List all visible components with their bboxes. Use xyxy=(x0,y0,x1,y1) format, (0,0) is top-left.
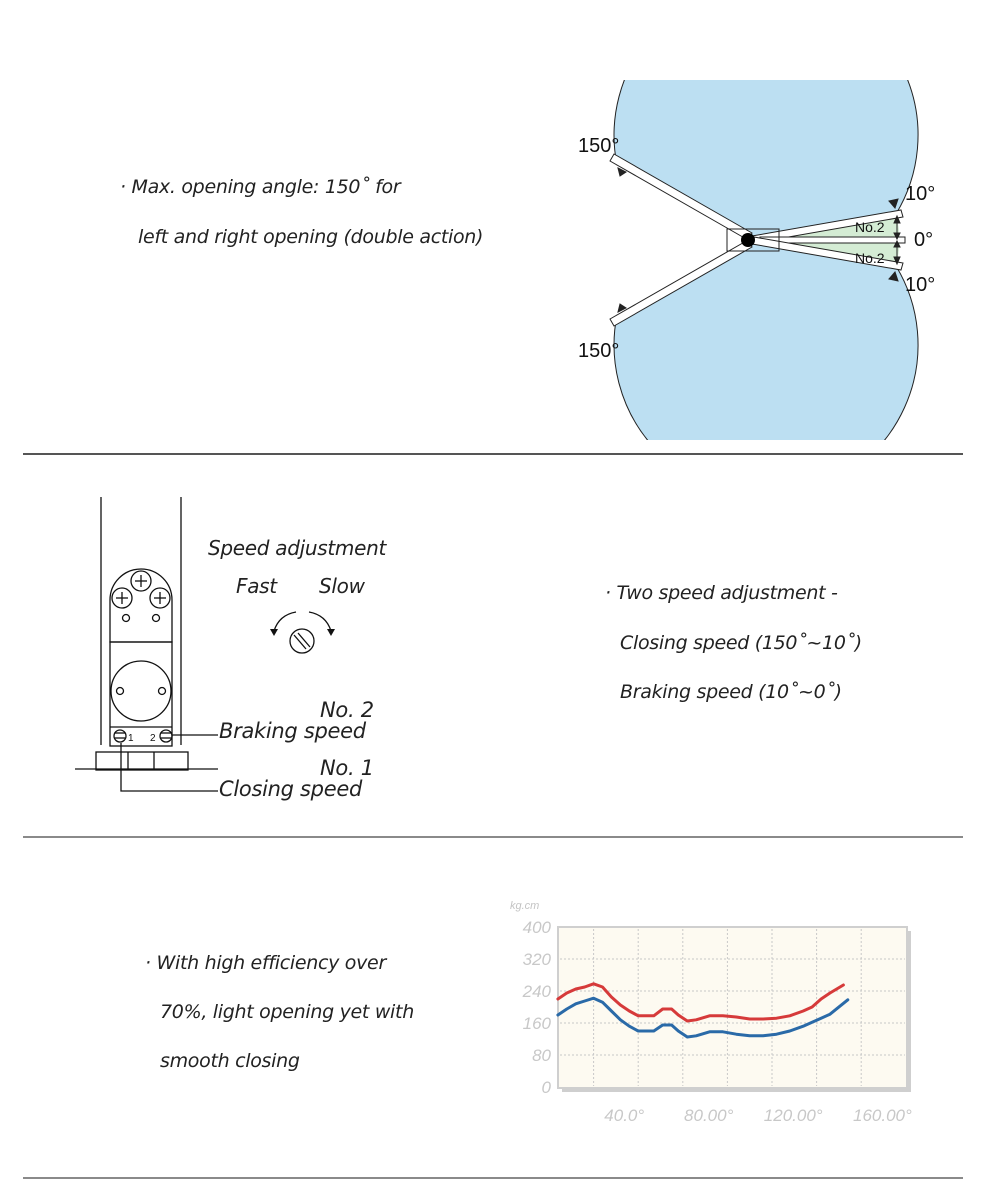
braking-speed-label: Braking speed xyxy=(219,719,366,743)
torque-chart xyxy=(490,890,950,1140)
y-tick-label: 0 xyxy=(541,1078,551,1097)
label-no2-lower: No.2 xyxy=(855,250,885,266)
bullet: · xyxy=(120,176,126,198)
label-150-upper: 150° xyxy=(578,135,620,157)
y-tick-label: 320 xyxy=(522,950,551,969)
label-10-upper: 10° xyxy=(905,183,936,205)
valve-number-1: 1 xyxy=(128,733,134,744)
y-tick-label: 400 xyxy=(522,918,551,937)
no1-label: No. 1 xyxy=(320,756,374,780)
y-tick-label: 160 xyxy=(522,1014,551,1033)
closer-cylinder xyxy=(111,661,171,721)
pivot-point xyxy=(741,233,755,247)
divider-1 xyxy=(23,453,963,455)
opening-angle-diagram xyxy=(560,80,960,440)
bullet: · xyxy=(605,582,611,604)
slow-label: Slow xyxy=(319,574,365,598)
section2-line1: · Two speed adjustment - xyxy=(605,582,838,604)
closing-speed-label: Closing speed xyxy=(219,777,362,801)
adjust-screw-icon xyxy=(265,605,340,660)
valve-number-2: 2 xyxy=(150,733,156,744)
section1-line1: · Max. opening angle: 150˚ for xyxy=(120,176,401,198)
y-axis-unit: kg.cm xyxy=(510,900,540,912)
section3-line2: 70%, light opening yet with xyxy=(160,1001,414,1023)
divider-3 xyxy=(23,1177,963,1179)
fast-label: Fast xyxy=(236,574,277,598)
valve-2 xyxy=(160,730,172,742)
section2-line3: Braking speed (10˚~0˚) xyxy=(620,681,842,703)
section3-line1: · With high efficiency over xyxy=(145,952,386,974)
door-closer-diagram xyxy=(70,490,220,800)
label-10-lower: 10° xyxy=(905,274,936,296)
x-tick-label: 80.00° xyxy=(684,1106,734,1125)
valve-1 xyxy=(114,730,126,742)
x-tick-label: 120.00° xyxy=(763,1106,823,1125)
bullet: · xyxy=(145,952,151,974)
section1-line2: left and right opening (double action) xyxy=(138,226,484,248)
label-no2-upper: No.2 xyxy=(855,219,885,235)
speed-adjustment-title: Speed adjustment xyxy=(208,536,387,560)
x-tick-label: 160.00° xyxy=(853,1106,912,1125)
label-0: 0° xyxy=(914,229,934,251)
x-tick-label: 40.0° xyxy=(604,1106,645,1125)
divider-2 xyxy=(23,836,963,838)
section3-line3: smooth closing xyxy=(160,1050,300,1072)
no2-label: No. 2 xyxy=(320,698,374,722)
label-150-lower: 150° xyxy=(578,340,620,362)
plot-area xyxy=(558,927,907,1088)
y-tick-label: 80 xyxy=(532,1046,551,1065)
section2-line2: Closing speed (150˚~10˚) xyxy=(620,632,862,654)
y-tick-label: 240 xyxy=(522,982,551,1001)
